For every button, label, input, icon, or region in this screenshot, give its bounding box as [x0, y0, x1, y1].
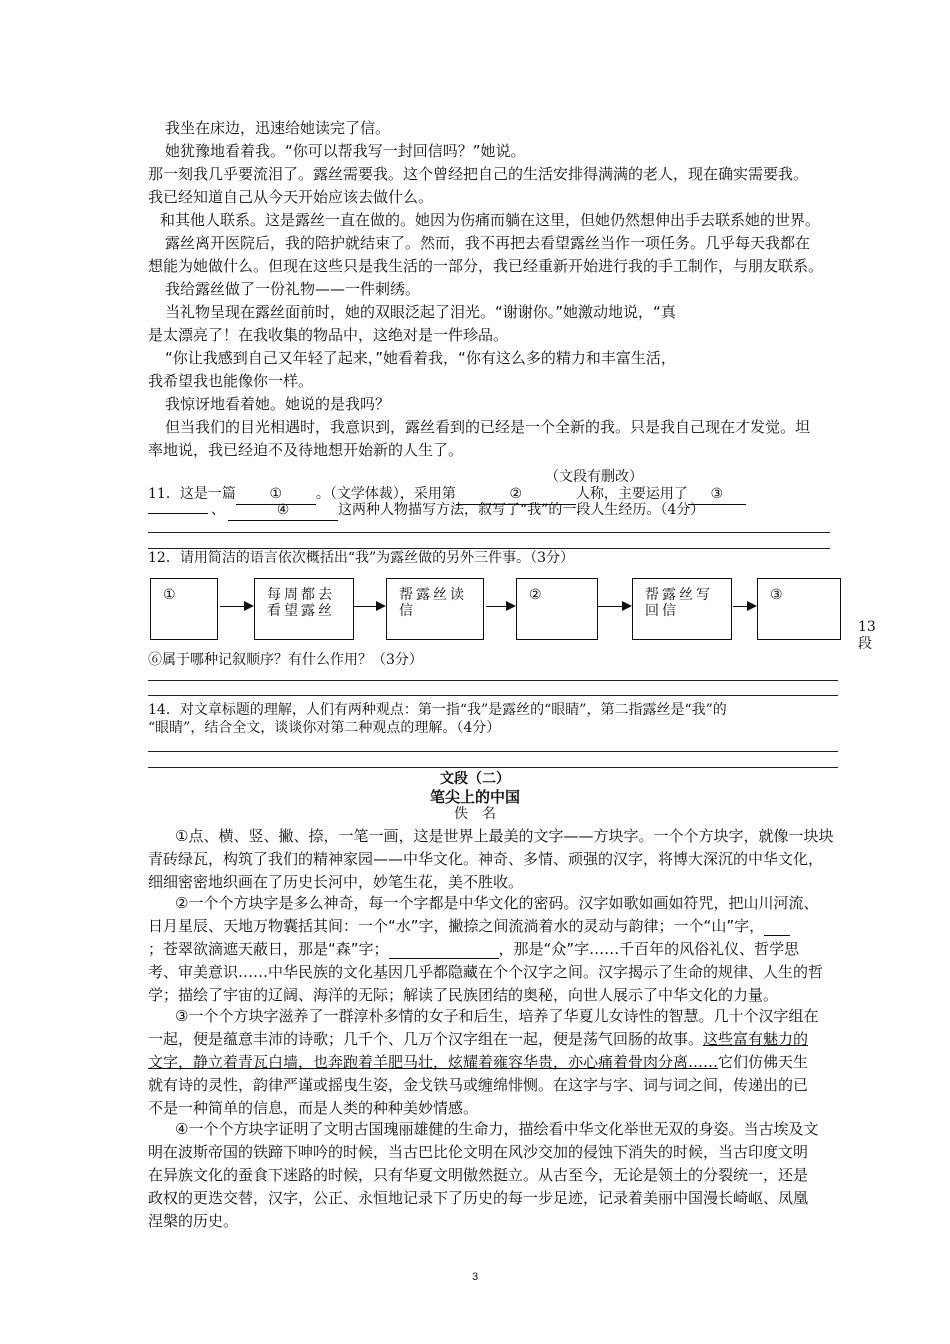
story-paragraph: 我坐在床边，迅速给她读完了信。	[165, 119, 391, 137]
flow-box-visit	[254, 578, 354, 640]
article-paragraph: ④一个个方块字证明了文明古国瑰丽雄健的生命力，描绘看中华文化举世无双的身姿。当古埃及文	[175, 1120, 819, 1138]
question-14: “眼睛”，结合全文，谈谈你对第二种观点的理解。（4分）	[148, 720, 501, 736]
answer-line[interactable]	[148, 751, 838, 752]
question-12: 12．请用简洁的语言依次概括出“我”为露丝做的另外三件事。（3分）	[148, 550, 575, 566]
answer-blank-3[interactable]: ③	[688, 484, 746, 505]
section-heading: 文段（二）	[440, 771, 510, 787]
article-text: 日月星辰、天地万物囊括其间：一个“水”字，撇捺之间流淌着水的灵动与韵律；一个“山”字，	[148, 917, 765, 935]
answer-blank-1[interactable]: ①	[236, 484, 316, 505]
answer-line[interactable]	[148, 695, 838, 696]
underlined-sentence: 文字，静立着青瓦白墙，也奔跑着羊肥马壮，炫耀着雍容华贵，亦心痛着骨肉分离……	[148, 1053, 719, 1071]
question-13: ⑥属于哪种记叙顺序？有什么作用？（3分）	[148, 652, 423, 668]
article-paragraph	[148, 1052, 808, 1072]
story-paragraph: 她犹豫地看着我。“你可以帮我写一封回信吗？”她说。	[165, 142, 526, 160]
article-paragraph: 青砖绿瓦，构筑了我们的精神家园——中华文化。神奇、多情、顽强的汉字，将博大深沉的中华文化，	[148, 850, 824, 868]
story-paragraph: 是太漂亮了！在我收集的物品中，这绝对是一件珍品。	[148, 326, 509, 344]
flow-box-label: 每周都去看望露丝	[267, 587, 335, 619]
story-paragraph: 我已经知道自己从今天开始应该去做什么。	[148, 188, 434, 206]
answer-blank-2[interactable]: ②	[456, 484, 576, 505]
article-text: ；苍翠欲滴遮天蔽日，那是“森”字；	[148, 940, 389, 958]
story-paragraph: 和其他人联系。这是露丝一直在做的。她因为伤痛而躺在这里，但她仍然想伸出手去联系她的世界。	[160, 211, 821, 229]
article-paragraph: 学；描绘了宇宙的辽阔、海洋的无际；解读了民族团结的奥秘，向世人展示了中华文化的力量。	[148, 986, 779, 1004]
story-paragraph: “你让我感到自己又年轻了起来，”她看着我，“你有这么多的精力和丰富生活，	[165, 349, 676, 367]
arrow-icon	[354, 606, 384, 607]
article-paragraph	[148, 939, 799, 959]
article-title: 笔尖上的中国	[429, 788, 520, 806]
question-14: 14．对文章标题的理解，人们有两种观点：第一指“我”是露丝的“眼睛”，第二指露丝是“我”的	[148, 702, 727, 718]
article-paragraph: ②一个个方块字是多么神奇，每一个字都是中华文化的密码。汉字如歌如画如符咒，把山川河流、	[175, 894, 819, 912]
story-paragraph: 那一刻我几乎要流泪了。露丝需要我。这个曾经把自己的生活安排得满满的老人，现在确实需要我。	[148, 165, 809, 183]
answer-blank-4[interactable]: ④	[228, 500, 338, 521]
flow-box-read-letter	[386, 578, 484, 640]
story-paragraph: 想能为她做什么。但现在这些只是我生活的一部分，我已经重新开始进行我的手工制作，与朋友联系。	[148, 257, 824, 275]
flow-box-label: 帮露丝读信	[399, 587, 467, 619]
article-paragraph: ①点、横、竖、撇、捺，一笔一画，这是世界上最美的文字——方块字。一个个方块字，就像一块块	[175, 827, 834, 845]
article-paragraph: 细细密密地织画在了历史长河中，妙笔生花，美不胜收。	[148, 873, 524, 891]
question-13-number: 13	[858, 619, 876, 635]
story-paragraph: 我惊讶地看着她。她说的是我吗？	[165, 395, 391, 413]
article-text: 一起，便是蕴意丰沛的诗歌；几千个、几万个汉字组在一起，便是荡气回肠的故事。	[148, 1030, 704, 1048]
article-text: 它们仿佛天生	[718, 1053, 809, 1071]
arrow-icon	[733, 606, 755, 607]
question-11-line2	[148, 500, 704, 521]
story-paragraph: 我希望我也能像你一样。	[148, 372, 314, 390]
article-author: 佚 名	[454, 806, 496, 822]
q11-text: 11．这是一篇	[148, 486, 236, 502]
answer-blank-3-continued[interactable]	[148, 513, 208, 514]
q11-text: 人称，主要运用了	[575, 486, 688, 502]
story-paragraph: 当礼物呈现在露丝面前时，她的双眼泛起了泪光。“谢谢你。”她激动地说，“真	[165, 303, 676, 321]
flow-box-label: ②	[529, 587, 545, 603]
article-paragraph: 考、审美意识……中华民族的文化基因几乎都隐藏在个个汉字之间。汉字揭示了生命的规律、人生的哲	[148, 963, 824, 981]
page-number: 3	[471, 1271, 479, 1283]
answer-line[interactable]	[148, 767, 838, 768]
story-paragraph: 率地说，我已经迫不及待地想开始新的人生了。	[148, 441, 464, 459]
article-paragraph	[148, 916, 790, 936]
q11-text: 这两种人物描写方法，叙写了“我”的一段人生经历。（4分）	[338, 502, 705, 518]
flow-box-label: ③	[770, 587, 786, 603]
q11-text: 、	[211, 502, 225, 518]
article-paragraph: ③一个个方块字滋养了一群淳朴多情的女子和后生，培养了华夏儿女诗性的智慧。几十个汉字组在	[175, 1007, 819, 1025]
article-paragraph: 就有诗的灵性，韵律严谨或摇曳生姿，金戈铁马或缠绵悱恻。在这字与字、词与词之间，传递出的已	[148, 1076, 809, 1094]
story-paragraph: 我给露丝做了一份礼物——一件刺绣。	[165, 280, 421, 298]
answer-line[interactable]	[148, 532, 830, 533]
fill-blank[interactable]	[389, 942, 499, 959]
article-paragraph: 不是一种简单的信息，而是人类的种种美妙情感。	[148, 1099, 479, 1117]
edit-note: （文段有删改）	[545, 469, 643, 485]
fill-blank[interactable]	[764, 919, 790, 936]
flow-box-write-reply	[632, 578, 732, 640]
article-paragraph: 明在波斯帝国的铁蹄下呻吟的时候，当古巴比伦文明在风沙交加的侵蚀下消失的时候，当古印度文明	[148, 1143, 809, 1161]
story-paragraph: 但当我们的目光相遇时，我意识到，露丝看到的已经是一个全新的我。只是我自己现在才发觉。坦	[165, 418, 811, 436]
answer-line[interactable]	[148, 680, 838, 681]
article-paragraph: 涅槃的历史。	[148, 1212, 239, 1230]
q11-text: 。（文学体裁），采用第	[315, 486, 456, 502]
arrow-icon	[220, 606, 252, 607]
flow-box-answer-1[interactable]	[150, 578, 218, 640]
article-text: ，那是“众”字……千百年的风俗礼仪、哲学思	[498, 940, 800, 958]
flow-box-answer-3[interactable]	[757, 578, 841, 640]
flow-box-label: 帮露丝写回信	[645, 587, 713, 619]
flow-box-label: ①	[163, 587, 179, 603]
article-paragraph	[148, 1029, 808, 1049]
underlined-sentence: 这些富有魅力的	[703, 1030, 809, 1048]
article-paragraph: 在异族文化的蚕食下迷路的时候，只有华夏文明傲然挺立。从古至今，无论是领土的分裂统一，还是	[148, 1166, 809, 1184]
story-paragraph: 露丝离开医院后，我的陪护就结束了。然而，我不再把去看望露丝当作一项任务。几乎每天我都在	[165, 234, 811, 252]
arrow-icon	[598, 606, 630, 607]
flow-box-answer-2[interactable]	[516, 578, 598, 640]
arrow-icon	[486, 606, 514, 607]
article-paragraph: 政权的更迭交替，汉字，公正、永恒地记录下了历史的每一步足迹，记录着美丽中国漫长崎岖、凤凰	[148, 1189, 809, 1207]
question-13-number: 段	[858, 636, 872, 652]
